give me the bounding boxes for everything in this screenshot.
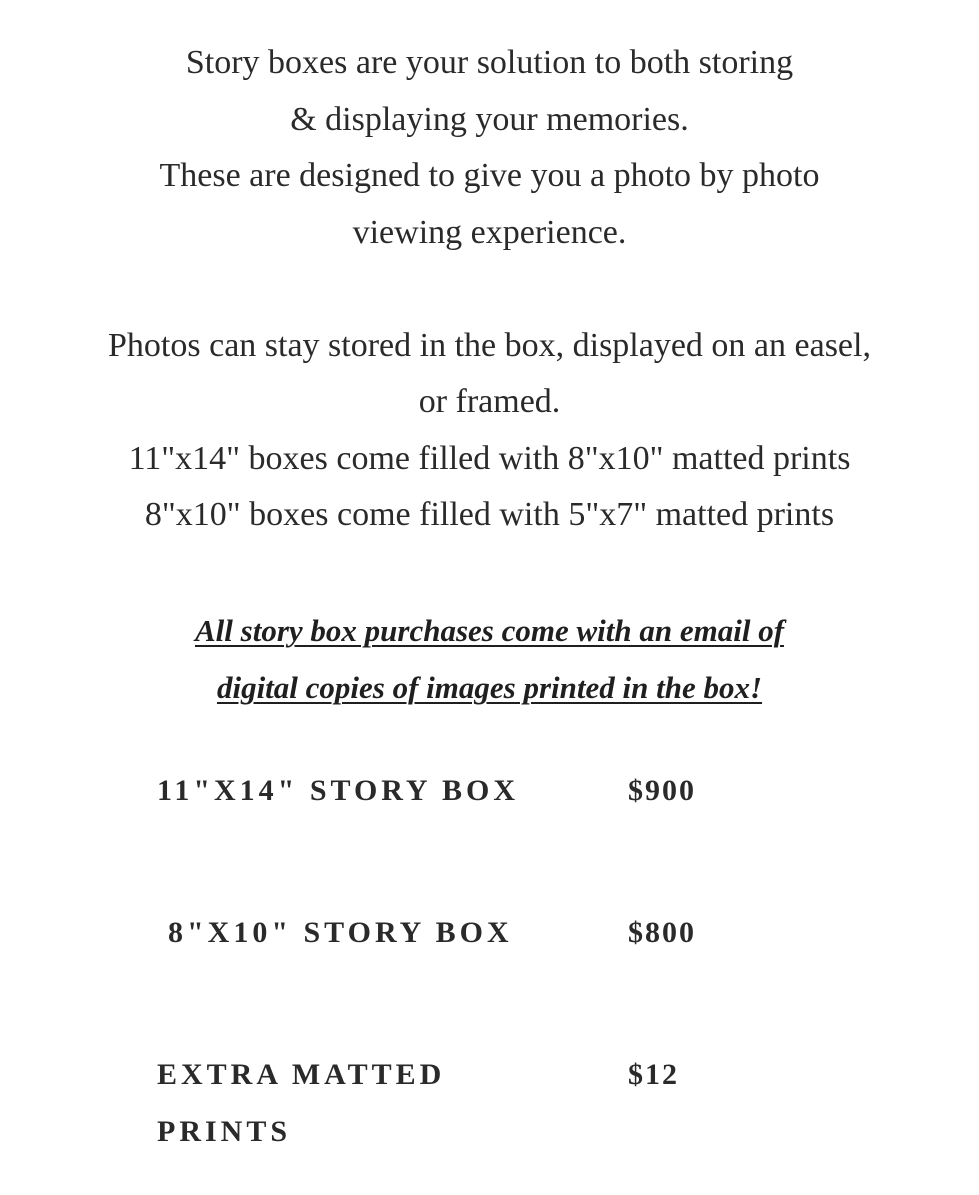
intro-line: These are designed to give you a photo by photo (159, 157, 820, 194)
intro-line: viewing experience. (352, 213, 627, 251)
intro-line: 8"x10" boxes come filled with 5"x7" matted prints (144, 496, 835, 533)
price-item-price-extra-prints: $12 (628, 1058, 679, 1091)
intro-line: 11"x14" boxes come filled with 8"x10" matted prints (128, 439, 851, 477)
price-item-name-8x10: 8"X10" STORY BOX (168, 916, 513, 949)
price-item-price-8x10: $800 (628, 916, 696, 949)
price-item-name-11x14: 11"X14" STORY BOX (157, 774, 519, 807)
intro-line: Photos can stay stored in the box, displayed on an easel, (108, 326, 871, 364)
intro-line: or framed. (418, 383, 561, 420)
note-line-text: All story box purchases come with an email of (194, 613, 785, 648)
intro-line: & displaying your memories. (290, 100, 689, 138)
intro-line: Story boxes are your solution to both storing (185, 44, 794, 81)
price-item-name-line: EXTRA MATTED (157, 1058, 446, 1091)
price-item-price-11x14: $900 (628, 774, 696, 807)
price-item-name-line: PRINTS (157, 1115, 292, 1148)
price-item-name-extra-prints (157, 1046, 445, 1160)
note-line-text: digital copies of images printed in the box! (216, 670, 763, 705)
